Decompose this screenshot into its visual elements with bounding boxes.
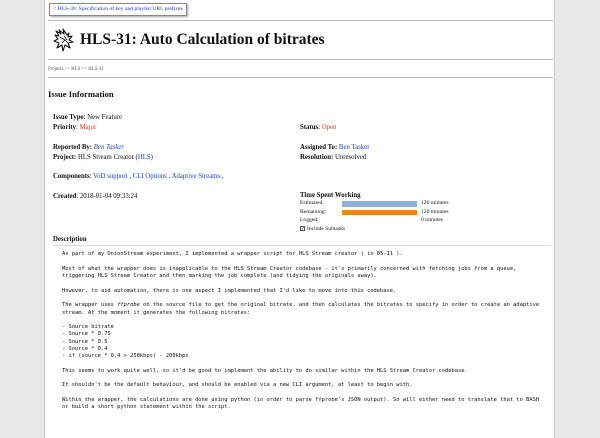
time-bar xyxy=(342,210,417,216)
description-paragraph: As part of my OnionStream experiment, I implemented a wrapper script for HLS Stream creator ( in 05-11 ). xyxy=(62,251,403,257)
time-label: Estimated: xyxy=(300,200,324,206)
status-value: Open xyxy=(321,124,337,131)
time-tracking-title: Time Spent Working xyxy=(300,192,361,199)
components-field: Components: VoD support , CLI Options , Adaptive Streams , xyxy=(53,173,224,180)
description-paragraph: It shouldn't be the default behaviour, and should be enabled via a new CLI argument, at least to begin with. xyxy=(62,382,413,389)
description-text: The wrapper uses xyxy=(62,302,118,309)
field-label: Assigned To: xyxy=(300,144,338,151)
field-label: Priority xyxy=(53,124,77,131)
time-bar xyxy=(342,201,417,207)
breadcrumb-separator: >> xyxy=(81,67,87,72)
issue-type-value: New Feature xyxy=(87,114,123,121)
priority-field: Priority: Major xyxy=(53,124,97,131)
field-label: Components xyxy=(53,173,90,180)
include-subtasks[interactable] xyxy=(300,226,490,232)
breadcrumb-project-link[interactable]: HLS xyxy=(71,67,81,72)
time-value: 120 minutes xyxy=(421,208,449,215)
description-body xyxy=(62,251,542,419)
created-field: Created: 2018-01-04 09:33:24 xyxy=(53,193,138,200)
field-label: Status xyxy=(300,124,319,131)
description-text: on the source file to get the original bitrate, and then calculates the bitrates to specify in order to create an adaptive stream. At the moment it generates the following bitrates: xyxy=(62,302,543,316)
field-label: Issue Type xyxy=(53,114,84,121)
bitrate-list: - Source bitrate - Source * 0.75 - Source * 0.5 - Source * 0.4 - if (source * 0.4 > 250kbps) - 200kbps xyxy=(62,324,189,360)
reporter-link[interactable]: Ben Tasker xyxy=(93,144,124,151)
assignee-link[interactable]: Ben Tasker xyxy=(338,144,370,151)
section-title: Issue Information xyxy=(48,89,114,99)
divider xyxy=(48,20,553,21)
reported-by-field xyxy=(53,144,124,152)
component-link-adaptive-streams[interactable]: Adaptive Streams xyxy=(171,173,221,180)
divider xyxy=(48,77,553,78)
status-field: Status: Open xyxy=(300,124,337,131)
time-label: Logged: xyxy=(300,217,319,223)
field-label: Created xyxy=(53,193,77,200)
component-link-vod-support[interactable]: VoD support xyxy=(93,173,128,180)
time-label: Remaining: xyxy=(300,208,327,215)
time-row-logged xyxy=(300,217,490,226)
field-label: Resolution: xyxy=(300,154,334,161)
issue-type-field: Issue Type: New Feature xyxy=(53,114,123,121)
assigned-to-field xyxy=(300,144,369,152)
breadcrumb xyxy=(48,67,104,72)
project-link[interactable]: HLS xyxy=(137,154,151,161)
field-label: Reported By: xyxy=(53,144,93,151)
breadcrumb-current: HLS-31 xyxy=(88,67,104,72)
project-name: HLS Stream Creator ( xyxy=(77,154,138,161)
page-title: HLS-31: Auto Calculation of bitrates xyxy=(80,31,325,48)
description-paragraph: Most of what the wrapper does is inapplicable to the HLS Stream Creator codebase - it's primarily concerned with fetching jobs from a queue, triggering HLS Stream Creator and then marking the job complete (and tidying the originals away). xyxy=(62,265,520,279)
time-value: 120 minutes xyxy=(421,200,449,206)
description-paragraph: Within the wrapper, the calculations are done using python (in order to parse ffprobe's JSON output). So will either need to translate that to BASH or build a short python statement within the script. xyxy=(62,397,543,411)
priority-value: Major xyxy=(79,124,97,131)
description-paragraph xyxy=(62,302,542,316)
project-field xyxy=(53,154,153,162)
issue-page xyxy=(44,0,555,438)
time-value: 0 minutes xyxy=(421,217,443,223)
divider xyxy=(53,245,550,246)
issue-header xyxy=(53,28,548,54)
previous-issue-link[interactable]: < HLS-30: Specification of key and playlist URL prefixes xyxy=(49,3,187,16)
description-paragraph: However, to aid automation, there is one aspect I implemented that I'd like to move into this codebase. xyxy=(62,287,397,294)
include-subtasks-checkbox[interactable]: ✓ xyxy=(301,226,305,231)
bird-logo-icon xyxy=(53,28,75,52)
resolution-value: Unresolved xyxy=(334,154,367,161)
breadcrumb-projects-link[interactable]: Projects xyxy=(48,67,64,72)
divider xyxy=(48,59,553,60)
description-paragraph: This seems to work quite well, so it'd be good to implement the ability to do similar within the HLS Stream Creator codebase. xyxy=(62,367,468,374)
component-link-cli-options[interactable]: CLI Options xyxy=(132,173,167,180)
time-row-estimated xyxy=(300,200,490,209)
time-tracking xyxy=(300,192,490,232)
field-label: Project: xyxy=(53,154,77,161)
resolution-field xyxy=(300,154,366,162)
description-title: Description xyxy=(53,236,87,243)
breadcrumb-separator: >> xyxy=(64,67,71,72)
description-italic: ffprobe xyxy=(117,302,140,309)
created-value: 2018-01-04 09:33:24 xyxy=(79,193,138,200)
project-paren: ) xyxy=(150,154,153,161)
include-subtasks-label: Include Subtasks xyxy=(307,225,346,232)
time-row-remaining xyxy=(300,209,490,218)
